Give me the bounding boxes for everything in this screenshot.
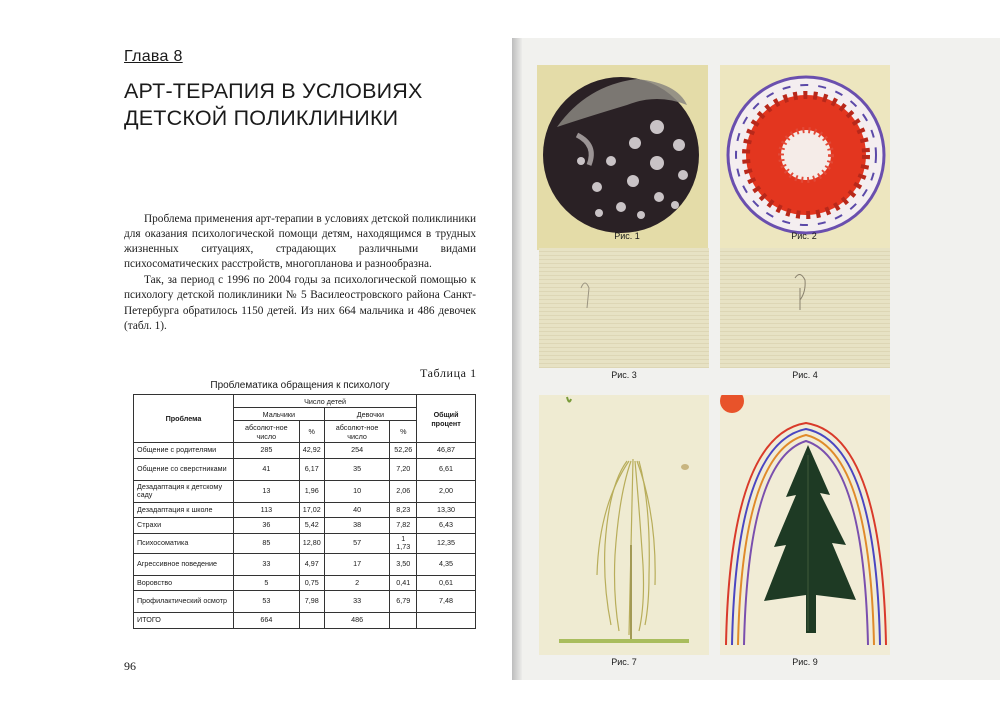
table-row [134,591,476,613]
cell-total [417,613,476,629]
cell-girls-abs: 33 [324,591,390,613]
cell-problem: Общение с родителями [134,443,234,459]
body-text [124,212,476,335]
table-row [134,458,476,480]
figure-7-drawing [539,395,709,655]
header-boys: Мальчики [234,408,325,421]
cell-total: 0,61 [417,575,476,591]
cell-girls-abs: 2 [324,575,390,591]
page-number: 96 [124,659,136,673]
header-girls: Девочки [324,408,416,421]
cell-boys-abs: 113 [234,502,300,518]
chapter-title [124,78,423,132]
table-row [134,575,476,591]
cell-girls-abs: 10 [324,480,390,502]
cell-total: 46,87 [417,443,476,459]
cell-boys-pct: 12,80 [299,533,324,553]
header-problem: Проблема [134,395,234,443]
table-row [134,518,476,534]
figure-1-drawing [537,65,708,250]
header-child-count: Число детей [234,395,417,408]
figure-2-drawing [720,65,890,250]
cell-total: 6,43 [417,518,476,534]
figure-3-drawing [539,248,709,368]
cell-girls-abs: 17 [324,553,390,575]
cell-problem: Психосоматика [134,533,234,553]
cell-boys-pct: 1,96 [299,480,324,502]
cell-boys-abs: 13 [234,480,300,502]
book-spine-shadow [512,38,522,680]
cell-problem: Дезадаптация к школе [134,502,234,518]
cell-girls-pct: 7,20 [390,458,417,480]
cell-boys-pct: 5,42 [299,518,324,534]
cell-total: 2,00 [417,480,476,502]
figure-1-caption: Рис. 1 [614,231,640,241]
cell-girls-abs: 254 [324,443,390,459]
header-boys-absolute: абсолют-ное число [234,421,300,443]
cell-boys-abs: 285 [234,443,300,459]
cell-girls-abs: 486 [324,613,390,629]
figure-4-drawing [720,248,890,368]
cell-girls-abs: 35 [324,458,390,480]
cell-girls-pct: 0,41 [390,575,417,591]
chapter-title-line: АРТ-ТЕРАПИЯ В УСЛОВИЯХ [124,79,423,103]
header-total-percent: Общий процент [417,395,476,443]
table-label: Таблица 1 [420,366,477,380]
cell-problem: Дезадаптация к детскому саду [134,480,234,502]
cell-boys-pct: 4,97 [299,553,324,575]
table-row-total [134,613,476,629]
cell-boys-abs: 36 [234,518,300,534]
table-row [134,553,476,575]
cell-problem: Профилактический осмотр [134,591,234,613]
cell-girls-pct: 8,23 [390,502,417,518]
cell-total: 6,61 [417,458,476,480]
paragraph: Так, за период с 1996 по 2004 годы за психологической помощью к психологу детской поликлиники № 5 Василеостровского района Санкт-Петербурга обратилось 1150 детей. Из них 664 мальчика и 486 девочек (табл. 1). [124,274,476,332]
cell-total: 7,48 [417,591,476,613]
figure-4-caption: Рис. 4 [792,370,818,380]
cell-problem: Общение со сверстниками [134,458,234,480]
cell-boys-pct: 17,02 [299,502,324,518]
cell-boys-abs: 5 [234,575,300,591]
figure-3-caption: Рис. 3 [611,370,637,380]
chapter-heading: Глава 8 [124,48,183,65]
cell-total: 13,30 [417,502,476,518]
cell-boys-abs: 85 [234,533,300,553]
header-girls-absolute: абсолют-ное число [324,421,390,443]
statistics-table [133,394,476,629]
cell-girls-pct: 2,06 [390,480,417,502]
cell-total: 4,35 [417,553,476,575]
cell-boys-abs: 41 [234,458,300,480]
cell-problem: ИТОГО [134,613,234,629]
cell-girls-abs: 38 [324,518,390,534]
cell-girls-pct: 3,50 [390,553,417,575]
header-girls-percent: % [390,421,417,443]
cell-girls-pct: 52,26 [390,443,417,459]
cell-girls-pct [390,613,417,629]
cell-boys-abs: 33 [234,553,300,575]
cell-problem: Воровство [134,575,234,591]
cell-girls-abs: 57 [324,533,390,553]
figure-9-caption: Рис. 9 [792,657,818,667]
figure-9-drawing [720,395,890,655]
cell-girls-pct: 6,79 [390,591,417,613]
chapter-title-line: ДЕТСКОЙ ПОЛИКЛИНИКИ [124,106,399,130]
cell-boys-pct: 42,92 [299,443,324,459]
table-caption: Проблематика обращения к психологу [210,380,390,391]
paragraph: Проблема применения арт-терапии в условиях детской поликлиники для оказания психологической помощи детям, находящимся в трудных жизненных ситуациях, страдающих различными видами психосоматических расстройств, многопланова и разнообразна. [124,213,476,271]
table-row [134,480,476,502]
cell-boys-abs: 664 [234,613,300,629]
cell-problem: Страхи [134,518,234,534]
cell-boys-pct: 7,98 [299,591,324,613]
cell-boys-pct [299,613,324,629]
table-row [134,443,476,459]
figure-7-caption: Рис. 7 [611,657,637,667]
right-page [512,38,1000,680]
cell-girls-pct: 7,82 [390,518,417,534]
cell-boys-pct: 0,75 [299,575,324,591]
cell-girls-pct: 1 1,73 [390,533,417,553]
figure-2-caption: Рис. 2 [791,231,817,241]
table-row [134,533,476,553]
header-boys-percent: % [299,421,324,443]
cell-boys-pct: 6,17 [299,458,324,480]
cell-girls-abs: 40 [324,502,390,518]
cell-problem: Агрессивное поведение [134,553,234,575]
cell-total: 12,35 [417,533,476,553]
cell-boys-abs: 53 [234,591,300,613]
table-row [134,502,476,518]
